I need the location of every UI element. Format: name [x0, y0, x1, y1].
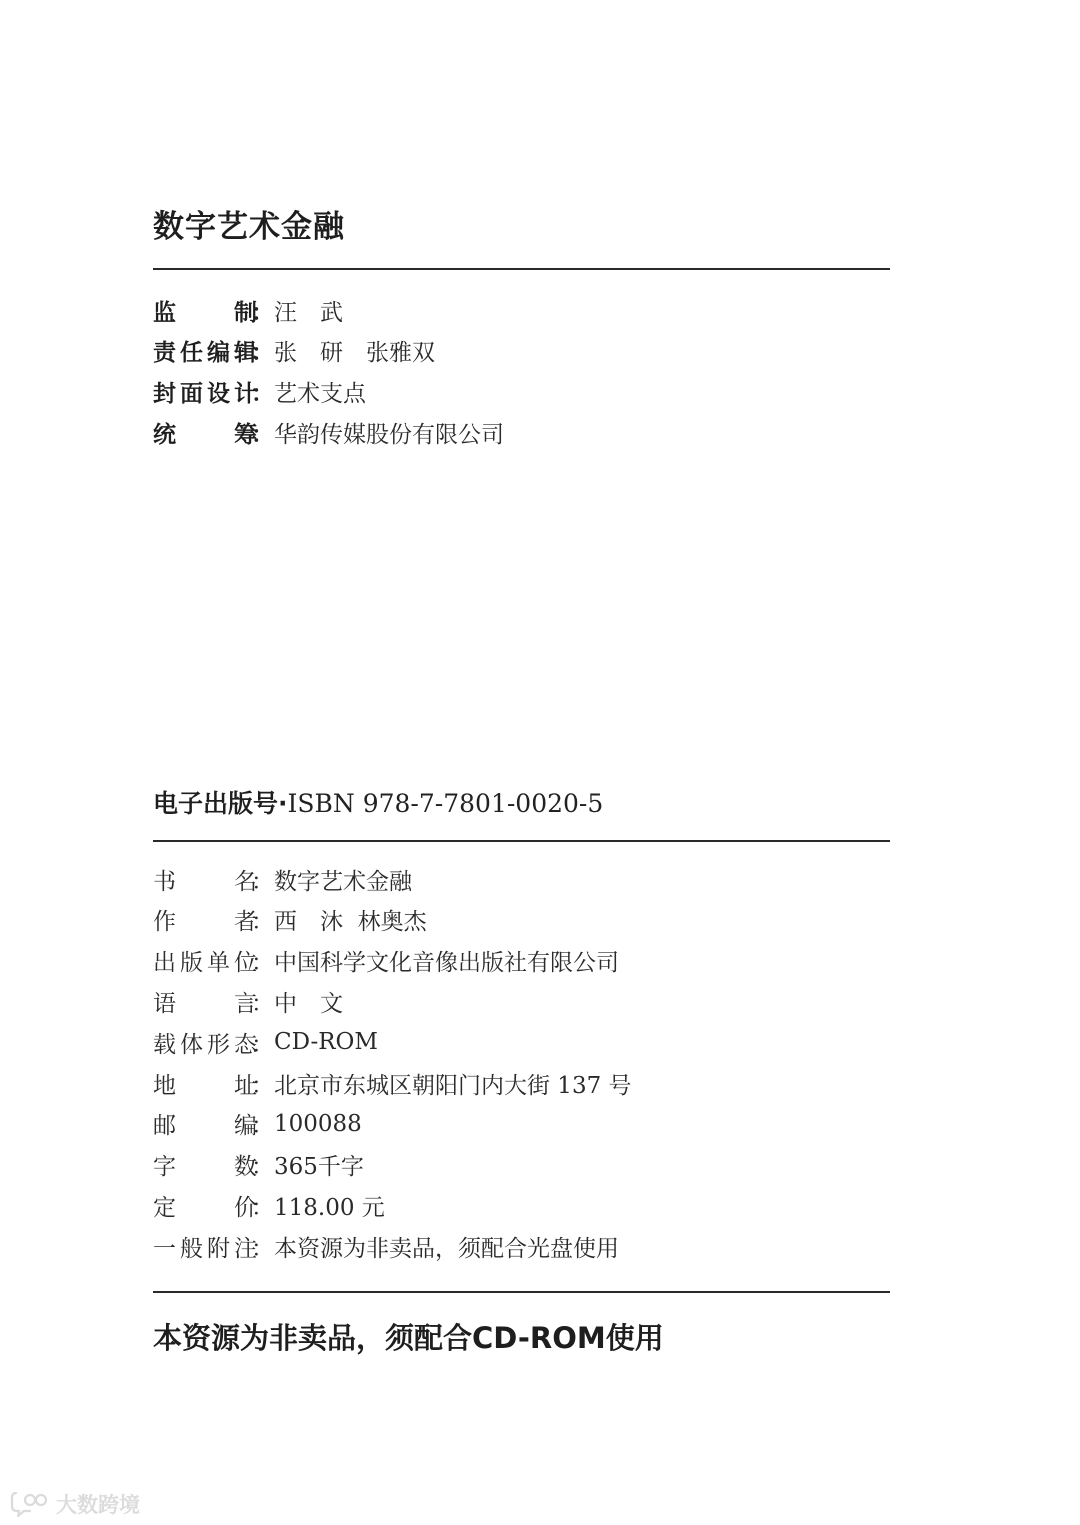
info-value: 中 文	[274, 990, 343, 1017]
info-row	[153, 903, 427, 937]
info-colon: ：	[251, 1031, 274, 1058]
credit-value: 华韵传媒股份有限公司	[274, 421, 504, 448]
info-label	[153, 1026, 257, 1059]
credit-value: 汪 武	[274, 299, 343, 326]
credit-colon: ：	[251, 340, 274, 367]
isbn-line	[153, 784, 603, 824]
info-value: 中国科学文化音像出版社有限公司	[274, 950, 619, 977]
watermark-text: 大数跨境	[56, 1493, 140, 1517]
info-label-char: 体	[180, 1031, 203, 1058]
info-value: 本资源为非卖品，须配合光盘使用	[274, 1235, 619, 1262]
info-value: 100088	[274, 1110, 362, 1137]
book-title: 数字艺术金融	[153, 209, 345, 245]
chat-bubble-logo-icon	[10, 1489, 50, 1519]
credit-colon: ：	[251, 421, 274, 448]
isbn-separator: ·	[278, 789, 288, 818]
info-colon: ：	[251, 1235, 274, 1262]
info-label-char: 地	[153, 1072, 176, 1099]
info-label-char: 附	[207, 1235, 230, 1262]
info-row	[153, 984, 343, 1018]
credit-label-char: 统	[153, 421, 176, 448]
info-label	[153, 1189, 257, 1222]
info-row	[153, 1229, 619, 1263]
credit-row	[153, 334, 435, 368]
info-label-char: 书	[153, 868, 176, 895]
info-label-char: 数	[234, 1154, 257, 1181]
info-label-char: 单	[207, 950, 230, 977]
info-value: 118.00 元	[274, 1194, 385, 1221]
info-row	[153, 1107, 362, 1141]
info-colon: ：	[251, 1194, 274, 1221]
isbn-label: 电子出版号	[153, 789, 279, 818]
info-label-char: 一	[153, 1235, 176, 1262]
credit-label	[153, 375, 257, 408]
credit-label-char: 计	[234, 380, 257, 407]
info-label-char: 价	[234, 1194, 257, 1221]
credit-value: 艺术支点	[274, 380, 366, 407]
info-row	[153, 862, 412, 896]
info-label	[153, 1230, 257, 1263]
info-colon: ：	[251, 1154, 274, 1181]
info-label-char: 载	[153, 1031, 176, 1058]
info-label-char: 般	[180, 1235, 203, 1262]
info-label-char: 名	[234, 868, 257, 895]
divider-top	[153, 268, 890, 270]
info-label	[153, 903, 257, 936]
info-value: 西 沐 林奥杰	[274, 909, 427, 936]
credit-label-char: 监	[153, 299, 176, 326]
info-label-char: 出	[153, 950, 176, 977]
info-row	[153, 1188, 385, 1222]
credit-label-char: 设	[207, 380, 230, 407]
credit-label-char: 编	[207, 340, 230, 367]
divider-bottom	[153, 1291, 890, 1293]
watermark	[10, 1486, 140, 1522]
credit-row	[153, 415, 504, 449]
info-label-char: 态	[234, 1031, 257, 1058]
info-colon: ：	[251, 1072, 274, 1099]
info-label-char: 编	[234, 1113, 257, 1140]
credit-colon: ：	[251, 299, 274, 326]
credit-label-char: 面	[180, 380, 203, 407]
credit-label-char: 辑	[234, 340, 257, 367]
info-label-char: 言	[234, 990, 257, 1017]
info-value: 北京市东城区朝阳门内大街 137 号	[274, 1072, 632, 1099]
credit-label-char: 任	[180, 340, 203, 367]
info-label	[153, 863, 257, 896]
info-label	[153, 1067, 257, 1100]
divider-middle	[153, 840, 890, 842]
credit-label	[153, 294, 257, 327]
credit-label-char: 筹	[234, 421, 257, 448]
info-value: 365千字	[274, 1154, 364, 1181]
info-value: 数字艺术金融	[274, 868, 412, 895]
info-row	[153, 1148, 364, 1182]
info-label-char: 版	[180, 950, 203, 977]
info-label-char: 址	[234, 1072, 257, 1099]
info-label-char: 作	[153, 909, 176, 936]
not-for-sale-notice: 本资源为非卖品，须配合CD-ROM使用	[153, 1321, 664, 1355]
credit-row	[153, 293, 343, 327]
credit-label-char: 责	[153, 340, 176, 367]
info-colon: ：	[251, 868, 274, 895]
info-label-char: 邮	[153, 1113, 176, 1140]
info-label	[153, 1148, 257, 1181]
credit-value: 张 研 张雅双	[274, 340, 435, 367]
info-label	[153, 944, 257, 977]
credit-label	[153, 416, 257, 449]
credit-row	[153, 374, 366, 408]
info-label-char: 者	[234, 909, 257, 936]
info-row	[153, 944, 619, 978]
info-colon: ：	[251, 909, 274, 936]
credit-label-char: 制	[234, 299, 257, 326]
info-label-char: 注	[234, 1235, 257, 1262]
info-row	[153, 1066, 632, 1100]
credit-label	[153, 334, 257, 367]
info-label	[153, 1107, 257, 1140]
info-colon: ：	[251, 990, 274, 1017]
credit-label-char: 封	[153, 380, 176, 407]
info-colon: ：	[251, 1113, 274, 1140]
info-label-char: 形	[207, 1031, 230, 1058]
info-label-char: 字	[153, 1154, 176, 1181]
info-label-char: 位	[234, 950, 257, 977]
info-value: CD-ROM	[274, 1029, 378, 1056]
info-label-char: 定	[153, 1194, 176, 1221]
info-label-char: 语	[153, 990, 176, 1017]
info-label	[153, 985, 257, 1018]
isbn-number: ISBN 978-7-7801-0020-5	[287, 789, 604, 818]
info-colon: ：	[251, 950, 274, 977]
credit-colon: ：	[251, 380, 274, 407]
info-row	[153, 1025, 378, 1059]
